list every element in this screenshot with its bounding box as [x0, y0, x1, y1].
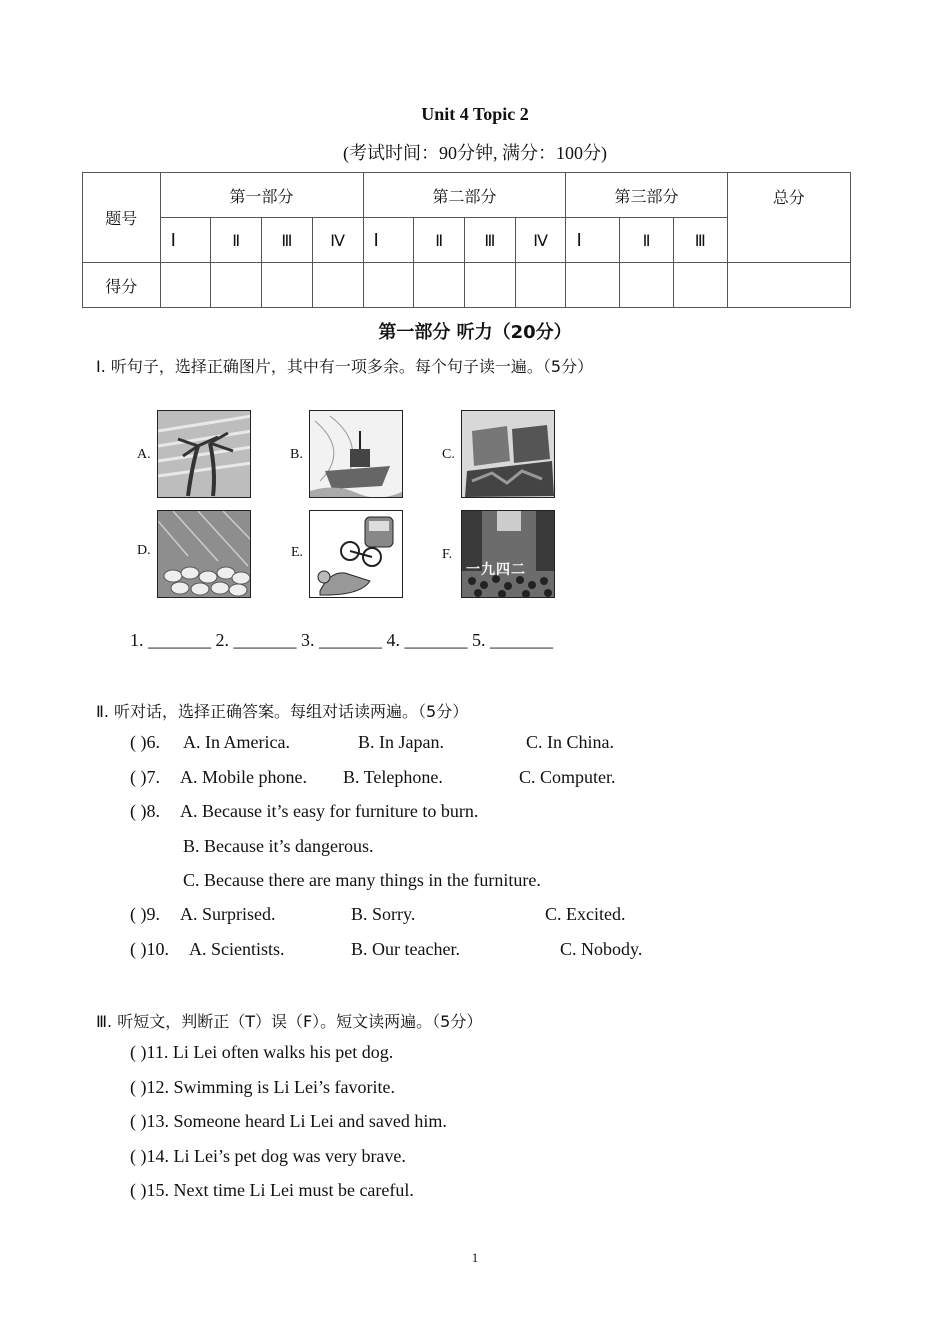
score-cell[interactable] — [465, 263, 516, 308]
score-cell[interactable] — [160, 263, 211, 308]
total-header: 总分 — [727, 173, 850, 263]
part1-header: 第一部分 — [160, 173, 363, 218]
col-p2-4: Ⅳ — [515, 218, 566, 263]
q10-num: ( )10. — [130, 939, 169, 959]
col-p1-1: Ⅰ — [160, 218, 211, 263]
q7-num: ( )7. — [130, 767, 160, 787]
q10-option-a: A. Scientists. — [189, 939, 285, 959]
q7-option-c: C. Computer. — [519, 767, 616, 787]
score-cell[interactable] — [566, 263, 620, 308]
pic-c-label: C. — [442, 447, 455, 462]
q9-option-b: B. Sorry. — [351, 904, 416, 924]
col-p3-3: Ⅲ — [673, 218, 727, 263]
q11-item: ( )11. Li Lei often walks his pet dog. — [130, 1042, 394, 1062]
score-cell[interactable] — [414, 263, 465, 308]
col-p1-4: Ⅳ — [312, 218, 363, 263]
q13-item: ( )13. Someone heard Li Lei and saved him. — [130, 1111, 447, 1131]
q6-option-b: B. In Japan. — [358, 732, 444, 752]
q10-option-c: C. Nobody. — [560, 939, 643, 959]
item-label: 题号 — [83, 173, 161, 263]
q8-option-a: A. Because it’s easy for furniture to burn. — [180, 801, 479, 821]
col-p2-3: Ⅲ — [465, 218, 516, 263]
section1-title: 第一部分 听力（20分） — [378, 322, 572, 343]
crowd-street-icon — [461, 510, 555, 598]
traffic-accident-icon — [309, 510, 403, 598]
collapsed-buildings-icon — [461, 410, 555, 498]
part2-header: 第二部分 — [363, 173, 566, 218]
q2-heading: Ⅱ. 听对话，选择正确答案。每组对话读两遍。（5分） — [96, 702, 469, 721]
exam-info: (考试时间：90分钟, 满分：100分) — [343, 143, 607, 163]
pic-d-label: D. — [137, 543, 151, 558]
score-table — [82, 172, 851, 308]
q1-answer-blanks[interactable]: 1. _______ 2. _______ 3. _______ 4. _______ 5. _______ — [130, 630, 553, 650]
score-label: 得分 — [83, 263, 161, 308]
col-p2-1: Ⅰ — [363, 218, 414, 263]
score-cell[interactable] — [727, 263, 850, 308]
score-cell[interactable] — [312, 263, 363, 308]
col-p2-2: Ⅱ — [414, 218, 465, 263]
q8-num: ( )8. — [130, 801, 160, 821]
q8-option-c: C. Because there are many things in the furniture. — [183, 870, 541, 890]
score-cell[interactable] — [673, 263, 727, 308]
pic-f-label: F. — [442, 547, 453, 562]
part3-header: 第三部分 — [566, 173, 727, 218]
pic-e-label: E. — [291, 545, 304, 560]
page-title: Unit 4 Topic 2 — [421, 104, 529, 124]
q6-num: ( )6. — [130, 732, 160, 752]
q9-option-a: A. Surprised. — [180, 904, 276, 924]
q14-item: ( )14. Li Lei’s pet dog was very brave. — [130, 1146, 406, 1166]
score-cell[interactable] — [620, 263, 674, 308]
q9-option-c: C. Excited. — [545, 904, 626, 924]
score-cell[interactable] — [515, 263, 566, 308]
flood-sheep-icon — [157, 510, 251, 598]
ship-in-storm-icon — [309, 410, 403, 498]
col-p3-2: Ⅱ — [620, 218, 674, 263]
col-p3-1: Ⅰ — [566, 218, 620, 263]
col-p1-2: Ⅱ — [211, 218, 262, 263]
q12-item: ( )12. Swimming is Li Lei’s favorite. — [130, 1077, 395, 1097]
page-number: 1 — [471, 1250, 479, 1265]
col-p1-3: Ⅲ — [262, 218, 313, 263]
pic-a-label: A. — [137, 447, 151, 462]
q1-heading: Ⅰ. 听句子，选择正确图片，其中有一项多余。每个句子读一遍。（5分） — [96, 357, 594, 376]
q15-item: ( )15. Next time Li Lei must be careful. — [130, 1180, 414, 1200]
q3-heading: Ⅲ. 听短文，判断正（T）误（F）。短文读两遍。（5分） — [96, 1012, 483, 1031]
score-cell[interactable] — [363, 263, 414, 308]
pic-b-label: B. — [290, 447, 303, 462]
q6-option-a: A. In America. — [183, 732, 290, 752]
pic-f-caption: 一九四二 — [466, 562, 526, 578]
q7-option-a: A. Mobile phone. — [180, 767, 307, 787]
q8-option-b: B. Because it’s dangerous. — [183, 836, 374, 856]
q6-option-c: C. In China. — [526, 732, 614, 752]
q7-option-b: B. Telephone. — [343, 767, 443, 787]
q10-option-b: B. Our teacher. — [351, 939, 460, 959]
score-cell[interactable] — [262, 263, 313, 308]
score-cell[interactable] — [211, 263, 262, 308]
q9-num: ( )9. — [130, 904, 160, 924]
storm-palm-trees-icon — [157, 410, 251, 498]
